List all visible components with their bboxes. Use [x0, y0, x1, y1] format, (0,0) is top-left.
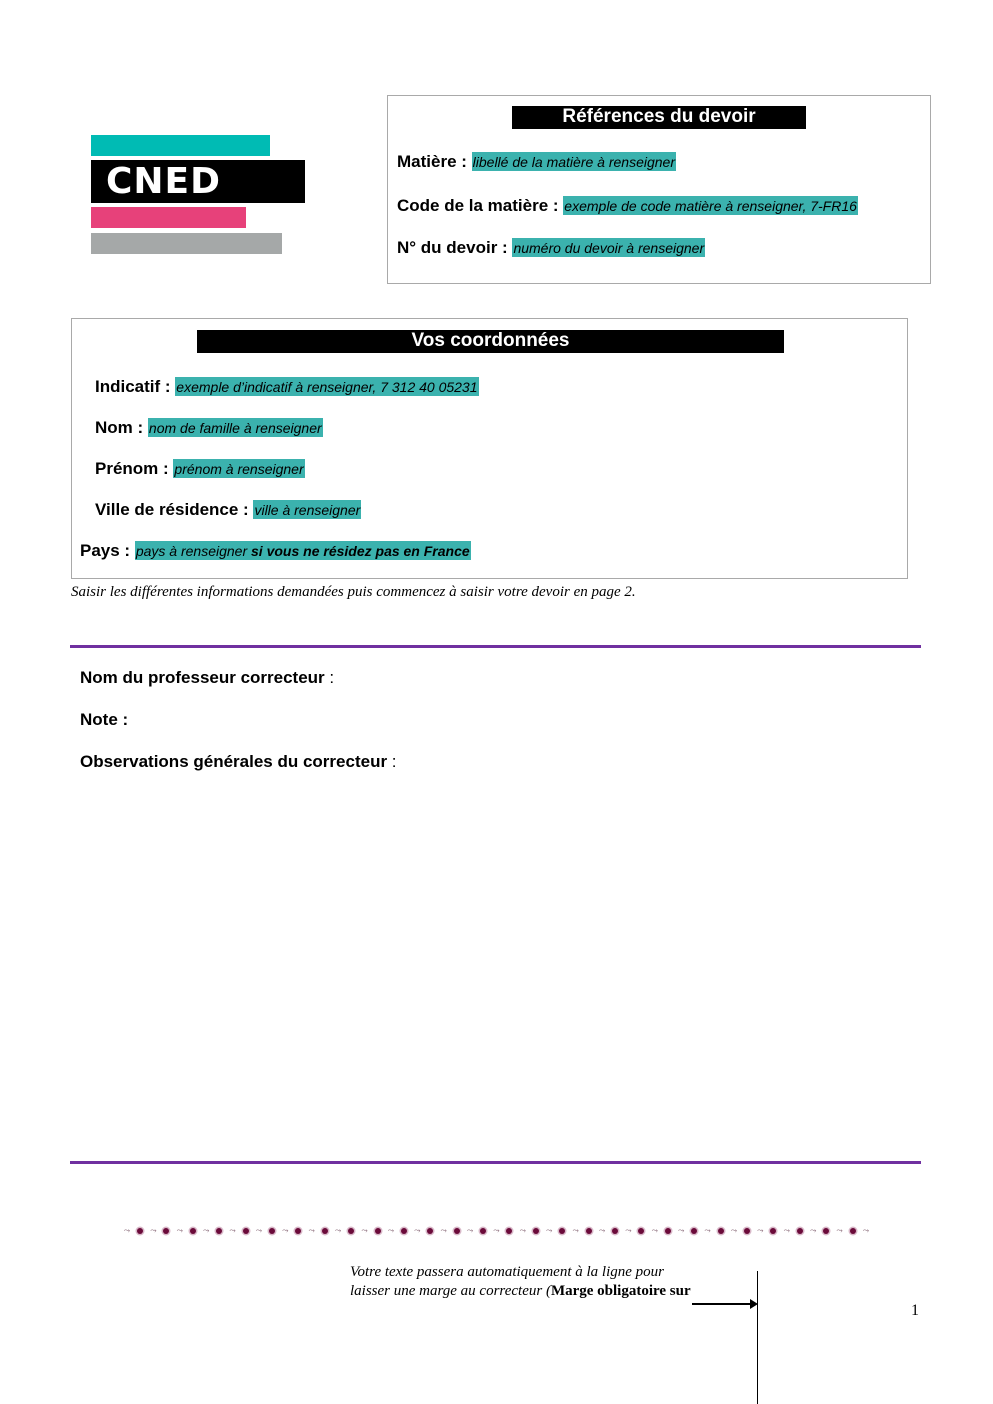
pays-condition: si vous ne résidez pas en France — [251, 543, 470, 559]
coordinates-title: Vos coordonnées — [197, 330, 784, 353]
margin-note-bold: Marge obligatoire sur — [550, 1283, 691, 1299]
logo-teal-bar — [91, 135, 270, 156]
ornament-unit: ⤳ — [252, 1227, 278, 1235]
field-label: N° du devoir : — [397, 238, 508, 257]
margin-note — [350, 1263, 691, 1301]
field-nom — [95, 417, 323, 439]
ornament-unit: ⤳ — [305, 1227, 331, 1235]
ornament-unit: ⤳ — [410, 1227, 436, 1235]
pays-input[interactable] — [135, 541, 471, 560]
field-pays — [80, 540, 471, 562]
pays-value: pays à renseigner — [135, 543, 248, 559]
professor-field — [80, 668, 334, 688]
field-label: Ville de résidence : — [95, 500, 249, 519]
margin-line — [757, 1271, 758, 1404]
field-prenom — [95, 458, 305, 480]
ornament-unit: ⤳ — [701, 1227, 727, 1235]
margin-note-line1: Votre texte passera automatiquement à la ligne pour — [350, 1264, 664, 1280]
field-matiere — [397, 151, 676, 173]
ornament-unit: ⤳ — [331, 1227, 357, 1235]
ornament-unit: ⤳ — [806, 1227, 832, 1235]
purple-divider-top — [70, 645, 921, 648]
field-code-matiere — [397, 195, 858, 217]
ornament-unit: ⤳ — [780, 1227, 806, 1235]
ornament-unit: ⤳ — [278, 1227, 304, 1235]
ornament-unit: ⤳ — [727, 1227, 753, 1235]
logo-pink-bar — [91, 207, 246, 228]
note-label: Note : — [80, 710, 129, 729]
ornament-unit: ⤳ — [595, 1227, 621, 1235]
ornament-unit: ⤳ — [674, 1227, 700, 1235]
ornament-unit: ⤳ — [146, 1227, 172, 1235]
references-title: Références du devoir — [512, 106, 806, 129]
ornament-unit: ⤳ — [173, 1227, 199, 1235]
ornament-unit: ⤳ — [753, 1227, 779, 1235]
ornament-unit: ⤳ — [199, 1227, 225, 1235]
ornament-unit: ⤳ — [569, 1227, 595, 1235]
ornament-unit: ⤳ — [542, 1227, 568, 1235]
ornament-unit: ⤳ — [489, 1227, 515, 1235]
page-number: 1 — [911, 1302, 919, 1319]
prenom-input[interactable]: prénom à renseigner — [174, 461, 304, 477]
ville-input[interactable]: ville à renseigner — [254, 502, 361, 518]
field-numero-devoir — [397, 237, 705, 259]
field-label: Prénom : — [95, 459, 169, 478]
note-field — [80, 710, 128, 730]
ornament-unit: ⤳ — [516, 1227, 542, 1235]
observations-field — [80, 752, 397, 772]
ornament-unit: ⤳ — [862, 1226, 870, 1235]
observations-label: Observations générales du correcteur — [80, 752, 388, 771]
colon: : — [391, 752, 397, 771]
matiere-input[interactable]: libellé de la matière à renseigner — [472, 154, 675, 170]
arrow-right-icon — [692, 1303, 752, 1305]
ornament-unit: ⤳ — [120, 1227, 146, 1235]
purple-divider-bottom — [70, 1161, 921, 1164]
margin-note-line2: laisser une marge au correcteur ( — [350, 1283, 551, 1299]
code-matiere-input[interactable]: exemple de code matière à renseigner, 7-FR16 — [564, 198, 857, 214]
field-label: Pays : — [80, 541, 131, 560]
professor-label: Nom du professeur correcteur — [80, 668, 325, 687]
cned-logo — [91, 135, 306, 255]
field-label: Matière : — [397, 152, 467, 171]
ornament-unit: ⤳ — [833, 1227, 859, 1235]
field-label: Nom : — [95, 418, 144, 437]
numero-devoir-input[interactable]: numéro du devoir à renseigner — [513, 240, 705, 256]
indicatif-input[interactable]: exemple d’indicatif à renseigner, 7 312 40 05231 — [176, 379, 478, 395]
ornament-unit: ⤳ — [621, 1227, 647, 1235]
logo-text: CNED — [91, 160, 305, 203]
references-box — [387, 95, 931, 284]
colon: : — [329, 668, 335, 687]
ornament-unit: ⤳ — [463, 1227, 489, 1235]
logo-gray-bar — [91, 233, 282, 254]
field-label: Code de la matière : — [397, 196, 559, 215]
ornament-unit: ⤳ — [384, 1227, 410, 1235]
field-label: Indicatif : — [95, 377, 171, 396]
field-ville — [95, 499, 361, 521]
instructions-text: Saisir les différentes informations demandées puis commencez à saisir votre devoir en page 2. — [71, 584, 636, 600]
ornament-unit: ⤳ — [648, 1227, 674, 1235]
ornament-separator — [120, 1226, 870, 1236]
ornament-unit: ⤳ — [226, 1227, 252, 1235]
ornament-unit: ⤳ — [437, 1227, 463, 1235]
ornament-unit: ⤳ — [358, 1227, 384, 1235]
coordinates-box — [71, 318, 908, 579]
field-indicatif — [95, 376, 479, 398]
nom-input[interactable]: nom de famille à renseigner — [148, 420, 322, 436]
